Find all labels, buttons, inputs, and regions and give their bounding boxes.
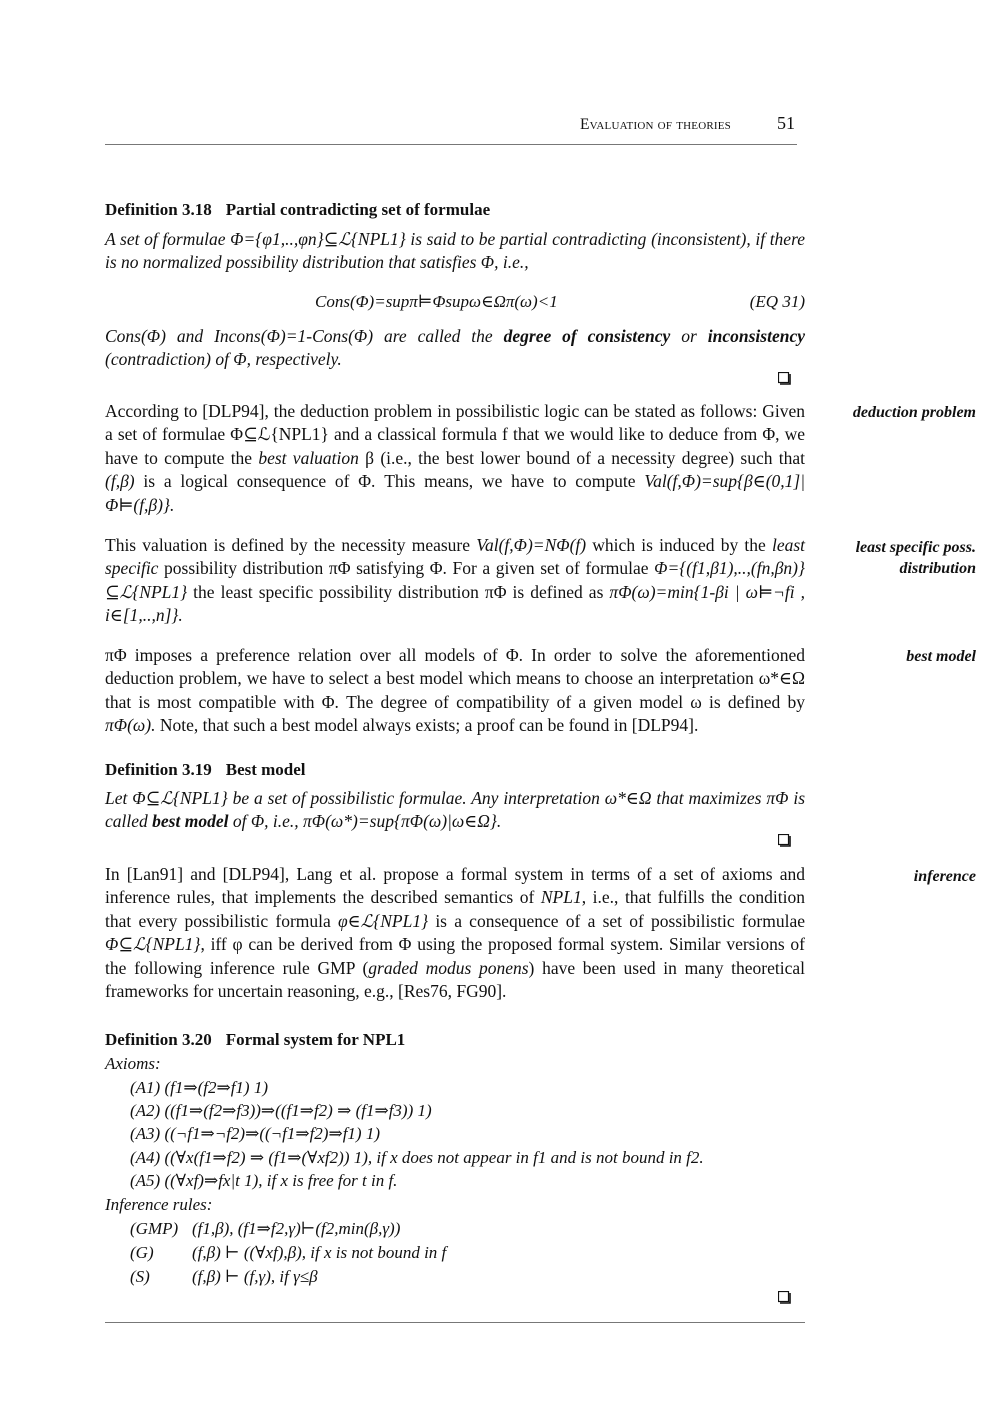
formula-phi-set: Φ={(f1,β1),..,(fn,βn)}⊆ℒ{NPL1} xyxy=(105,558,805,602)
valuation-text-4: the least specific possibility distribution πΦ is defined as xyxy=(193,581,604,602)
best-model-text-2: Note, that such a best model always exists; a proof can be found in [DLP94]. xyxy=(159,715,699,736)
definition-3-19-heading xyxy=(105,760,306,780)
term-graded-modus-ponens: graded modus ponens xyxy=(368,957,529,978)
definition-3-20-heading xyxy=(105,1030,405,1050)
npl-symbol: NPL1 xyxy=(540,887,582,908)
inference-text-4: , iff φ can be derived from Φ using the proposed formal system. Similar versions of the following inference rule GMP ( xyxy=(105,934,805,978)
definition-3-18-body: A set of formulae Φ={φ1,..,φn}⊆ℒ{NPL1} is said to be partial contradicting (inconsistent), if there is no normalized possibility distribution that satisfies Φ, i.e., xyxy=(105,229,805,273)
footer-rule xyxy=(105,1322,805,1323)
def-3-19-text: Let Φ⊆ℒ{NPL1} be a set of possibilistic formulae. Any interpretation ω*∈Ω that maximizes πΦ is called xyxy=(105,788,805,832)
rule-tag: (S) xyxy=(130,1267,150,1286)
margin-note-inference: inference xyxy=(913,868,976,885)
term-best-model: best model xyxy=(152,811,229,832)
deduction-text: According to [DLP94], the deduction problem in possibilistic logic can be stated as follows: Given a set of formulae Φ⊆ℒ{NPL1} and a classical formula f that we would like to deduce from Φ, we have to compute the xyxy=(105,401,805,468)
formula-phi-subset: Φ⊆ℒ{NPL1} xyxy=(105,934,201,955)
inference-text-3: is a consequence of a set of possibilistic formulae xyxy=(435,910,806,931)
definition-title: Formal system for NPL1 xyxy=(225,1030,406,1049)
axioms-label: Axioms: xyxy=(105,1054,161,1073)
rule-text: (f,β) ⊢ ((∀xf),β), if x is not bound in f xyxy=(192,1243,447,1262)
definition-3-18-heading xyxy=(105,200,490,220)
margin-note-best-model: best model xyxy=(906,648,976,665)
equation-label: (EQ 31) xyxy=(749,292,805,311)
inference-rules-label: Inference rules: xyxy=(105,1195,213,1214)
margin-note-least-specific xyxy=(826,537,976,579)
definition-3-18-consistency xyxy=(105,325,805,372)
rule-tag: (GMP) xyxy=(130,1219,179,1238)
paragraph-best-model xyxy=(105,644,805,738)
end-of-definition-icon xyxy=(778,372,791,385)
conjunction-or: or xyxy=(681,326,697,346)
rule-tag: (G) xyxy=(130,1243,154,1262)
consistency-text-end: (contradiction) of Φ, respectively. xyxy=(105,349,342,370)
definition-3-19-body xyxy=(105,787,805,834)
definition-number: Definition 3.19 xyxy=(105,760,212,779)
consistency-text: Cons(Φ) and Incons(Φ)=1-Cons(Φ) are called the xyxy=(105,326,493,346)
rule-text: (f1,β), (f1⇒f2,γ)⊢(f2,min(β,γ)) xyxy=(192,1219,401,1238)
formula-phi-in-l: φ∈ℒ{NPL1} xyxy=(338,910,429,931)
rule-g xyxy=(130,1243,446,1263)
formula-necessity: Val(f,Φ)=NΦ(f) xyxy=(476,535,587,555)
formula-pair: (f,β) xyxy=(105,471,135,492)
paragraph-valuation xyxy=(105,534,805,628)
margin-note-deduction-problem: deduction problem xyxy=(852,404,976,421)
rule-gmp xyxy=(130,1219,400,1239)
definition-number: Definition 3.18 xyxy=(105,200,212,219)
end-of-definition-icon xyxy=(778,834,791,847)
margin-note-line-1: least specific poss. xyxy=(855,539,976,556)
axiom-a1: (A1) (f1⇒(f2⇒f1) 1) xyxy=(130,1078,269,1097)
rule-s xyxy=(130,1267,318,1287)
deduction-text-3: is a logical consequence of Φ. This means, we have to compute xyxy=(143,471,636,492)
formula-val: Val(f,Φ)=sup{β∈(0,1]|Φ⊨(f,β)}. xyxy=(105,471,806,515)
valuation-text-3: possibility distribution πΦ satisfying Φ. For a given set of formulae xyxy=(164,558,649,579)
definition-title: Best model xyxy=(225,760,306,779)
inference-text-2: , i.e., that fulfills the condition that every possibilistic formula xyxy=(105,887,805,931)
definition-number: Definition 3.20 xyxy=(105,1030,212,1049)
axiom-a4: (A4) ((∀x(f1⇒f2) ⇒ (f1⇒(∀xf2)) 1), if x does not appear in f1 and is not bound in f2. xyxy=(130,1148,704,1167)
term-inconsistency: inconsistency xyxy=(707,326,805,346)
end-of-definition-icon xyxy=(778,1291,791,1304)
margin-note-line-2: distribution xyxy=(899,560,976,577)
equation-31 xyxy=(105,292,805,316)
formula-compatibility: πΦ(ω). xyxy=(105,715,156,736)
rule-text: (f,β) ⊢ (f,γ), if γ≤β xyxy=(192,1267,318,1286)
def-3-19-text-2: of Φ, i.e., πΦ(ω*)=sup{πΦ(ω)|ω∈Ω}. xyxy=(232,811,502,832)
inference-text-5: ) have been used in many theoretical frameworks for uncertain reasoning, e.g., [Res76, FG90]. xyxy=(105,957,806,1002)
deduction-text-2: β (i.e., the best lower bound of a necessity degree) such that xyxy=(365,447,805,468)
running-title: Evaluation of theories xyxy=(580,116,731,133)
page-number: 51 xyxy=(777,113,795,133)
axiom-a3: (A3) ((¬f1⇒¬f2)⇒((¬f1⇒f2)⇒f1) 1) xyxy=(130,1124,381,1143)
formula-pi-phi: πΦ(ω)=min{1-βi | ω⊨¬fi , i∈[1,..,n]}. xyxy=(105,581,805,626)
term-best-valuation: best valuation xyxy=(258,447,359,468)
definition-title: Partial contradicting set of formulae xyxy=(225,200,491,219)
axiom-a2: (A2) ((f1⇒(f2⇒f3))⇒((f1⇒f2) ⇒ (f1⇒f3)) 1) xyxy=(130,1101,432,1120)
best-model-text: πΦ imposes a preference relation over all models of Φ. In order to solve the aforementioned deduction problem, we have to select a best model which means to choose an interpretation ω*∈Ω that is most compatible with Φ. The degree of compatibility of a given model ω is defined by xyxy=(105,645,805,712)
axiom-a5: (A5) ((∀xf)⇒fx|t 1), if x is free for t in f. xyxy=(130,1171,398,1190)
term-least-specific: least specific xyxy=(105,535,806,579)
inference-text: In [Lan91] and [DLP94], Lang et al. propose a formal system in terms of a set of axioms and inference rules, that implements the described semantics of xyxy=(105,864,805,908)
term-degree-of-consistency: degree of consistency xyxy=(503,326,671,346)
paragraph-deduction-problem xyxy=(105,400,805,517)
valuation-text: This valuation is defined by the necessity measure xyxy=(105,535,471,555)
paragraph-inference xyxy=(105,863,805,1003)
page-header xyxy=(105,112,797,145)
valuation-text-2: which is induced by the xyxy=(592,535,766,555)
equation-formula: Cons(Φ)=supπ⊨Φsupω∈Ωπ(ω)<1 xyxy=(315,292,558,311)
